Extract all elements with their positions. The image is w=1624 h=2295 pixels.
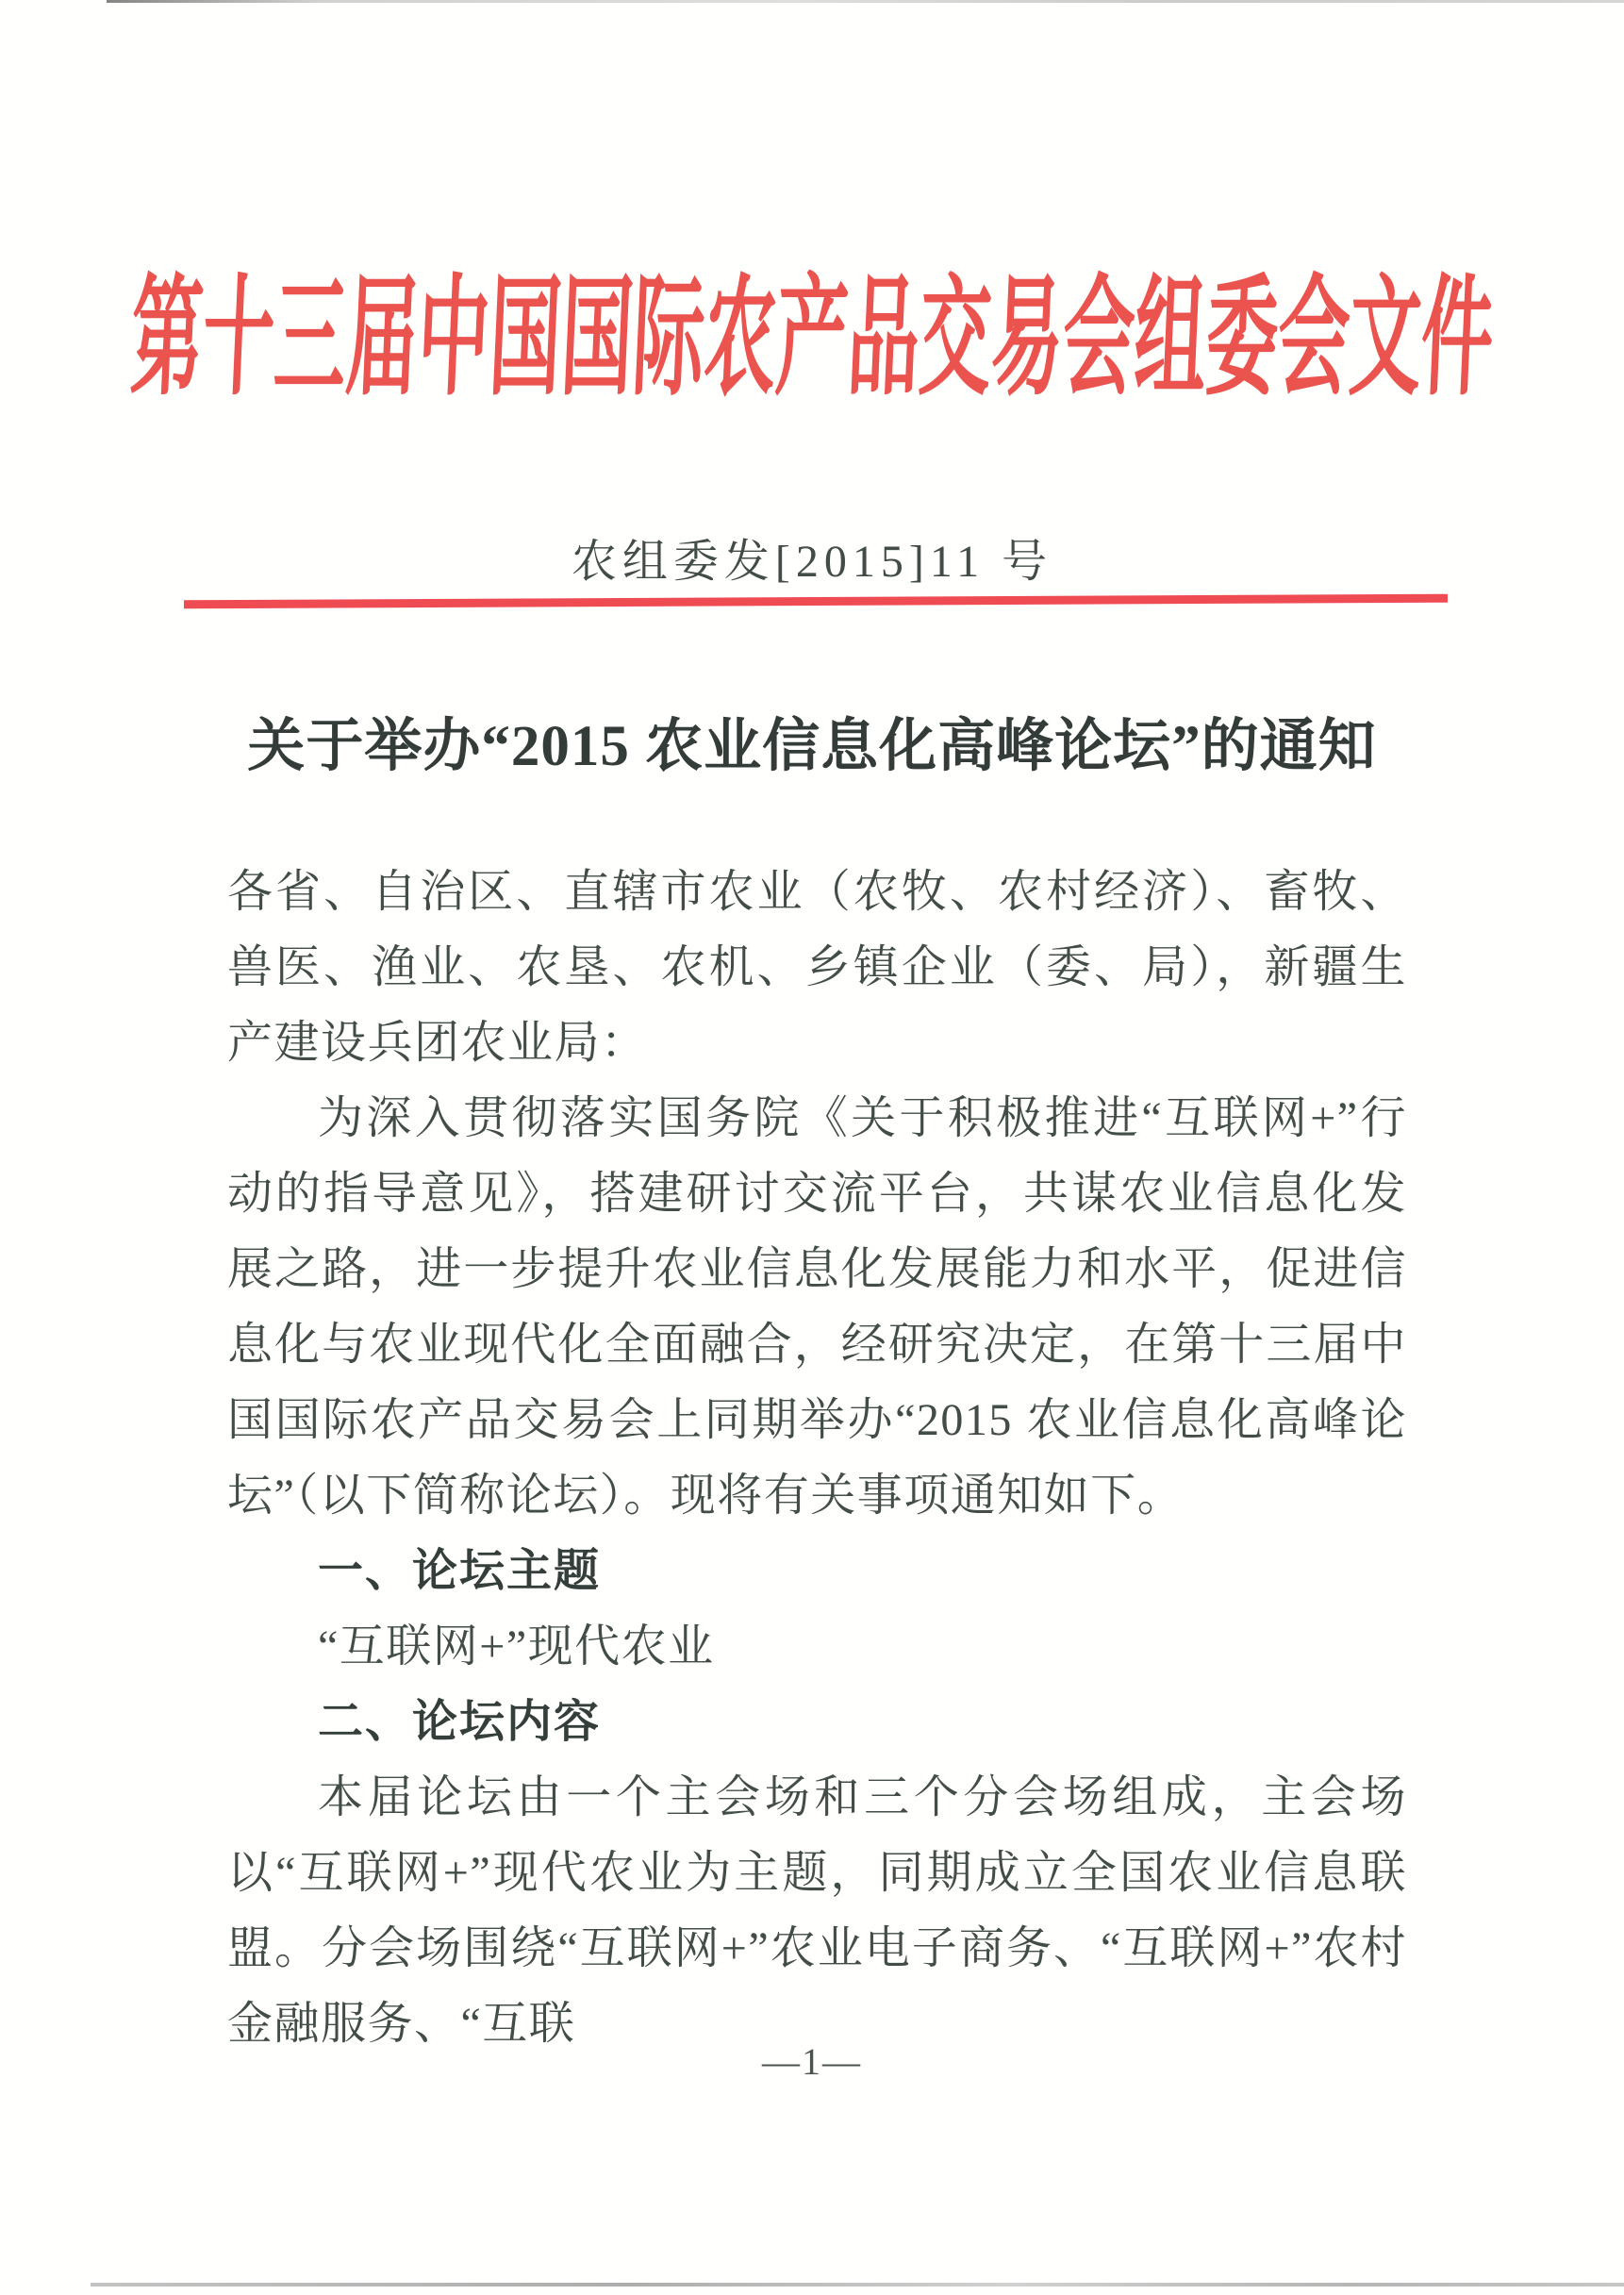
section1-content: “互联网+”现代农业: [318, 1621, 715, 1671]
section2-paragraph: 本届论坛由一个主会场和三个分会场组成，主会场以“互联网+”现代农业为主题，同期成立全国农业信息联盟。分会场围绕“互联网+”农业电子商务、“互联网+”农村金融服务、“互联: [227, 1772, 1407, 2049]
doc-number: 农组委发[2015]11 号: [571, 537, 1053, 587]
section1-heading: 一、论坛主题: [318, 1546, 602, 1596]
addressee-paragraph: 各省、自治区、直辖市农业（农牧、农村经济）、畜牧、兽医、渔业、农垦、农机、乡镇企业（委、局），新疆生产建设兵团农业局：: [227, 867, 1407, 1068]
scan-edge-top: [107, 0, 1624, 3]
document-body: [227, 855, 1407, 2062]
scan-edge-bottom: [91, 2283, 1624, 2287]
document-title: 关于举办“2015 农业信息化高峰论坛”的通知: [247, 715, 1377, 778]
intro-paragraph: 为深入贯彻落实国务院《关于积极推进“互联网+”行动的指导意见》，搭建研讨交流平台，共谋农业信息化发展之路，进一步提升农业信息化发展能力和水平，促进信息化与农业现代化全面融合，经研究决定，在第十三届中国国际农产品交易会上同期举办“2015 农业信息化高峰论坛”（以下简称论坛）。现将有关事项通知如下。: [227, 1093, 1407, 1521]
section2-heading: 二、论坛内容: [318, 1697, 602, 1747]
document-header: [0, 267, 1624, 412]
header-org-title: 第十三届中国国际农产品交易会组委会文件: [127, 267, 1497, 412]
red-separator-line: [184, 594, 1448, 609]
page-number: —1—: [762, 2040, 862, 2083]
